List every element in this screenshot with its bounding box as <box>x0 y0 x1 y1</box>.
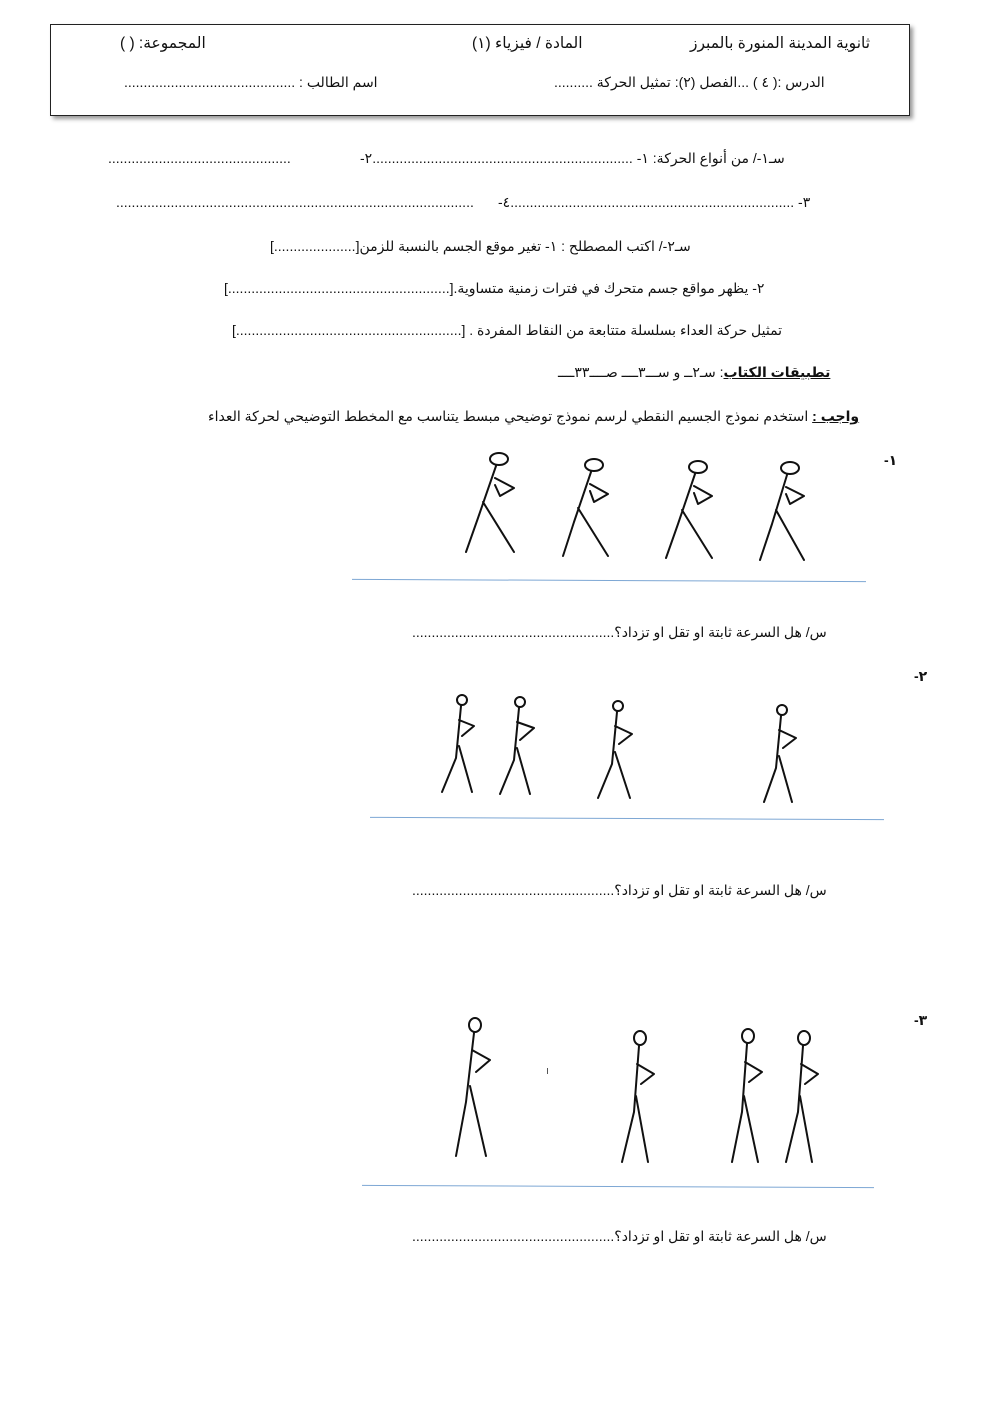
runner-figure-3-4 <box>778 1028 828 1164</box>
group-label: المجموعة: ( ) <box>120 35 206 52</box>
q1-line2-right: ٣- .........................................................................٤- <box>498 194 811 210</box>
runner-figure-3-1 <box>450 1016 500 1158</box>
ground-line-1 <box>352 579 866 582</box>
homework-text: استخدم نموذج الجسيم النقطي لرسم نموذج توضيحي مبسط يتناسب مع المخطط التوضيحي لحركة العداء <box>208 408 813 424</box>
runner-figure-2-1 <box>436 692 486 796</box>
runner-figure-3-2 <box>614 1028 664 1164</box>
homework-label: واجب : <box>812 408 860 424</box>
homework-line <box>208 408 859 425</box>
runner-figure-2-3 <box>592 698 642 802</box>
ground-line-2 <box>370 817 884 820</box>
school-name: ثانوية المدينة المنورة بالمبرز <box>690 35 871 52</box>
runner-figure-3-3 <box>722 1026 772 1164</box>
runner-figure-2-2 <box>494 694 544 798</box>
runner-figure-1-4 <box>754 460 814 564</box>
q2-line3: تمثيل حركة العداء بسلسلة متتابعة من النقاط المفردة . [..........................................................] <box>232 322 783 338</box>
diagram-3-number: ٣- <box>914 1012 928 1028</box>
diagram-2-number: ٢- <box>914 668 928 684</box>
stray-mark <box>547 1068 548 1074</box>
applications-text: : سـ٢ــ و ســـ٣ــــ صــــ٣٣ــــ <box>558 364 724 380</box>
runner-figure-1-2 <box>558 458 618 562</box>
q1-line1-left: ............................................... <box>108 150 291 166</box>
q2-line2: ٢- يظهر مواقع جسم متحرك في فترات زمنية متساوية.[.........................................................] <box>224 280 765 296</box>
diagram-1-question: س/ هل السرعة ثابتة او تقل او تزداد؟.................................................... <box>412 624 827 640</box>
applications-line <box>558 364 830 381</box>
diagram-1-number: ١- <box>884 452 898 468</box>
q2-line1: سـ٢-/ اكتب المصطلح : ١- تغير موقع الجسم بالنسبة للزمن[.....................] <box>270 238 691 254</box>
runner-figure-2-4 <box>756 702 806 806</box>
ground-line-3 <box>362 1185 874 1188</box>
applications-label: تطبيقات الكتاب <box>723 364 831 380</box>
q1-line1-right: سـ١-/ من أنواع الحركة: ١- ...................................................................٢- <box>360 150 785 166</box>
subject-label: المادة / فيزياء (١) <box>472 35 583 52</box>
diagram-3-question: س/ هل السرعة ثابتة او تقل او تزداد؟.................................................... <box>412 1228 827 1244</box>
runner-figure-1-1 <box>462 452 522 556</box>
q1-line2-left: ............................................................................................ <box>116 194 474 210</box>
runner-figure-1-3 <box>660 460 720 564</box>
student-name-field: اسم الطالب : ............................................ <box>124 74 378 90</box>
diagram-2-question: س/ هل السرعة ثابتة او تقل او تزداد؟.................................................... <box>412 882 827 898</box>
lesson-label: الدرس :( ٤ ) ...الفصل (٢): تمثيل الحركة .......... <box>554 74 825 90</box>
